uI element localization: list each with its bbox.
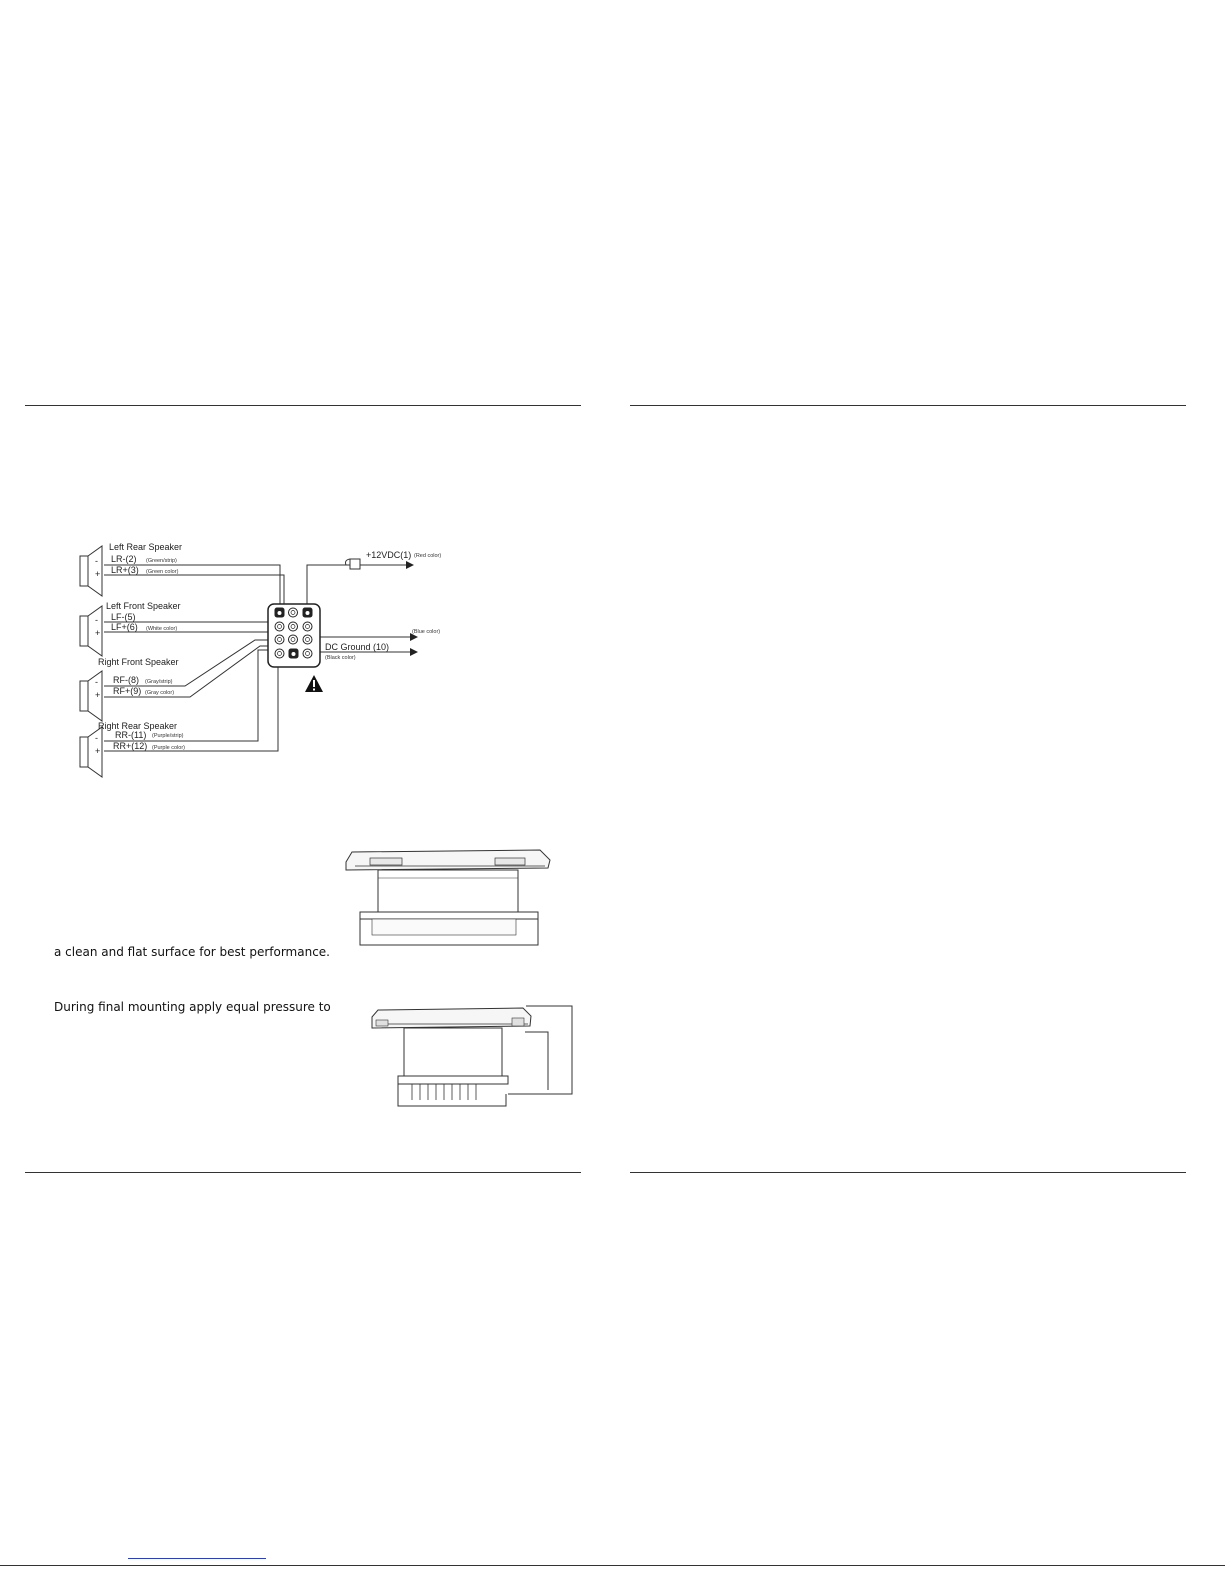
blue-wire-color: (Blue color): [412, 629, 441, 635]
right-rear-neg: RR-(11): [115, 730, 147, 740]
unit-side-view-bottom: [372, 1006, 572, 1106]
left-front-pos-color: (White color): [146, 626, 178, 632]
left-rear-minus: -: [95, 556, 98, 566]
right-front-plus: +: [95, 690, 101, 700]
left-front-title: Left Front Speaker: [106, 601, 181, 611]
right-rear-pos-color: (Purple color): [152, 745, 186, 751]
right-rear-pos: RR+(12): [113, 741, 148, 751]
body-text-line-1: a clean and flat surface for best performance.: [54, 945, 330, 959]
left-front-minus: -: [95, 615, 98, 625]
left-rear-plus: +: [95, 569, 101, 579]
ground-label: DC Ground (10): [325, 642, 390, 652]
right-front-neg: RF-(8): [113, 675, 139, 685]
power-color: (Red color): [414, 553, 442, 559]
unit-side-view-top: [346, 850, 550, 945]
left-front-pos: LF+(6): [111, 622, 138, 632]
power-label: +12VDC(1): [366, 550, 412, 560]
right-front-pos-color: (Gray color): [145, 690, 175, 696]
ground-color: (Black color): [325, 655, 356, 661]
left-rear-pos-color: (Green color): [146, 569, 179, 575]
left-rear-neg: LR-(2): [111, 554, 137, 564]
right-rear-plus: +: [95, 746, 101, 756]
right-rear-minus: -: [95, 733, 98, 743]
right-front-pos: RF+(9): [113, 686, 142, 696]
left-rear-pos: LR+(3): [111, 565, 139, 575]
body-text-line-2: During final mounting apply equal pressure to: [54, 1000, 331, 1014]
right-rear-neg-color: (Purple/strip): [152, 733, 184, 739]
right-front-title: Right Front Speaker: [98, 657, 179, 667]
left-front-plus: +: [95, 628, 101, 638]
right-rear-title: Right Rear Speaker: [98, 721, 178, 731]
left-front-neg: LF-(5): [111, 612, 136, 622]
left-rear-neg-color: (Green/strip): [146, 558, 177, 564]
right-front-neg-color: (Gray/strip): [145, 679, 173, 685]
warning-icon: [305, 675, 323, 692]
left-rear-title: Left Rear Speaker: [109, 542, 183, 552]
right-front-minus: -: [95, 677, 98, 687]
